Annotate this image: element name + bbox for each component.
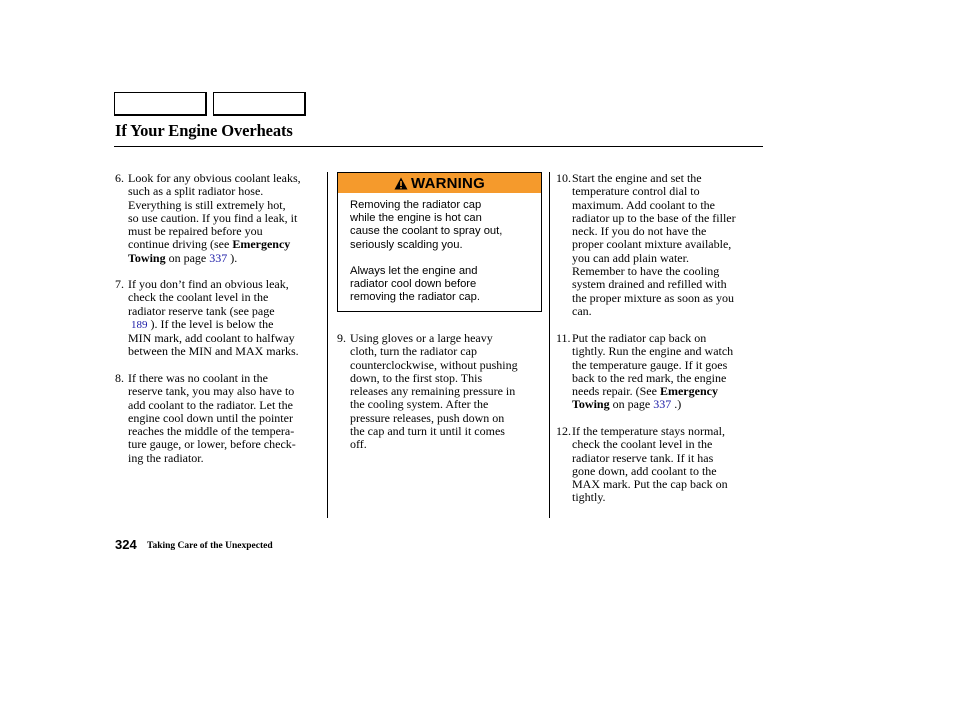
page-link-337[interactable]: 337	[209, 250, 228, 265]
text-line: Remember to have the cooling	[572, 264, 720, 279]
text-line: ture gauge, or lower, before check-	[128, 437, 296, 452]
step-9	[337, 332, 518, 452]
section-name: Taking Care of the Unexpected	[147, 541, 273, 551]
step-number: 6.	[115, 171, 124, 185]
text-run: ). If the level is below the	[147, 316, 274, 331]
text-line: system drained and refilled with	[572, 277, 727, 292]
page-link-337[interactable]: 337	[653, 397, 672, 412]
text-line	[128, 318, 299, 332]
text-line: Put the radiator cap back on	[572, 331, 707, 345]
step-number: 11.	[556, 331, 571, 345]
warning-paragraph	[350, 199, 541, 252]
page-title: If Your Engine Overheats	[115, 121, 293, 140]
text-line: Always let the engine and	[350, 264, 478, 277]
step-11	[556, 332, 733, 412]
step-10	[556, 172, 736, 318]
text-run: ).	[227, 250, 238, 265]
text-line: engine cool down until the pointer	[128, 410, 293, 425]
text-line	[572, 398, 733, 411]
text-line: back to the red mark, the engine	[572, 370, 727, 385]
text-line: Look for any obvious coolant leaks,	[128, 171, 301, 185]
text-line: Using gloves or a large heavy	[350, 331, 493, 345]
text-line: radiator reserve tank. If it has	[572, 450, 714, 465]
warning-header	[338, 173, 541, 193]
text-run: .)	[671, 397, 682, 412]
warning-title: WARNING	[411, 174, 485, 192]
text-run: needs repair. (See	[572, 384, 660, 399]
step-12	[556, 425, 728, 505]
text-run: continue driving (see	[128, 237, 233, 252]
text-line: gone down, add coolant to the	[572, 463, 717, 478]
column-divider	[549, 172, 550, 518]
text-line: so use caution. If you find a leak, it	[128, 210, 298, 225]
text-line: radiator cool down before	[350, 278, 477, 291]
text-line: reaches the middle of the tempera-	[128, 424, 295, 439]
page-link-189[interactable]: 189	[131, 318, 148, 331]
step-number: 9.	[337, 331, 346, 345]
text-line: can.	[572, 303, 592, 318]
text-line: the proper mixture as soon as you	[572, 290, 734, 305]
column-divider	[327, 172, 328, 518]
text-line: Removing the radiator cap	[350, 199, 482, 211]
text-line: counterclockwise, without pushing	[350, 357, 518, 372]
text-line: cloth, turn the radiator cap	[350, 344, 477, 359]
step-8	[115, 372, 296, 465]
text-line: you can add plain water.	[572, 250, 689, 265]
nav-button-previous[interactable]	[114, 92, 207, 116]
text-line: removing the radiator cap.	[350, 291, 480, 304]
text-line: the temperature gauge. If it goes	[572, 357, 728, 372]
text-line: tightly. Run the engine and watch	[572, 344, 734, 359]
step-number: 12.	[556, 424, 571, 438]
step-6	[115, 172, 301, 265]
text-line: pressure releases, push down on	[350, 410, 505, 425]
text-line: proper coolant mixture available,	[572, 237, 732, 252]
text-line: reserve tank, you may also have to	[128, 384, 295, 399]
text-line: temperature control dial to	[572, 184, 700, 199]
text-line: maximum. Add coolant to the	[572, 197, 715, 212]
emergency-towing-ref: Towing	[128, 250, 166, 265]
text-line: ing the radiator.	[128, 450, 204, 465]
text-line	[572, 385, 733, 398]
text-line: seriously scalding you.	[350, 238, 463, 251]
text-line: tightly.	[572, 490, 606, 505]
warning-box	[337, 172, 542, 312]
text-line: Start the engine and set the	[572, 171, 702, 185]
warning-triangle-icon	[394, 177, 408, 190]
step-number: 8.	[115, 371, 124, 385]
page-number: 324	[115, 537, 137, 552]
emergency-towing-ref: Towing	[572, 397, 610, 412]
text-line: radiator up to the base of the filler	[572, 210, 736, 225]
text-run: on page	[609, 397, 654, 412]
warning-paragraph	[350, 265, 541, 305]
text-line: the cooling system. After the	[350, 397, 489, 412]
text-line: check the coolant level in the	[572, 437, 713, 452]
nav-button-next[interactable]	[213, 92, 306, 116]
emergency-towing-ref: Emergency	[232, 237, 291, 252]
text-line: neck. If you do not have the	[572, 224, 707, 239]
text-line: off.	[350, 437, 367, 452]
text-line: If there was no coolant in the	[128, 371, 268, 385]
text-line: MAX mark. Put the cap back on	[572, 477, 728, 492]
text-line	[128, 238, 301, 251]
text-line: releases any remaining pressure in	[350, 384, 516, 399]
text-line: between the MIN and MAX marks.	[128, 344, 299, 359]
text-line: Everything is still extremely hot,	[128, 197, 286, 212]
text-line: MIN mark, add coolant to halfway	[128, 331, 295, 346]
text-line: radiator reserve tank (see page	[128, 303, 275, 318]
title-divider	[114, 146, 763, 147]
text-line: must be repaired before you	[128, 224, 263, 239]
emergency-towing-ref: Emergency	[659, 384, 718, 399]
text-line	[128, 252, 301, 265]
text-run: on page	[165, 250, 210, 265]
text-line: If the temperature stays normal,	[572, 424, 725, 438]
text-line: the cap and turn it until it comes	[350, 424, 505, 439]
step-number: 7.	[115, 277, 124, 291]
text-line: such as a split radiator hose.	[128, 184, 264, 199]
step-number: 10.	[556, 171, 571, 185]
text-line: add coolant to the radiator. Let the	[128, 397, 293, 412]
text-line: cause the coolant to spray out,	[350, 225, 503, 238]
warning-body	[338, 193, 541, 304]
text-line: check the coolant level in the	[128, 290, 269, 305]
text-line: while the engine is hot can	[350, 212, 482, 225]
text-line: If you don’t find an obvious leak,	[128, 277, 289, 291]
step-7	[115, 278, 299, 359]
text-line: down, to the first stop. This	[350, 370, 483, 385]
